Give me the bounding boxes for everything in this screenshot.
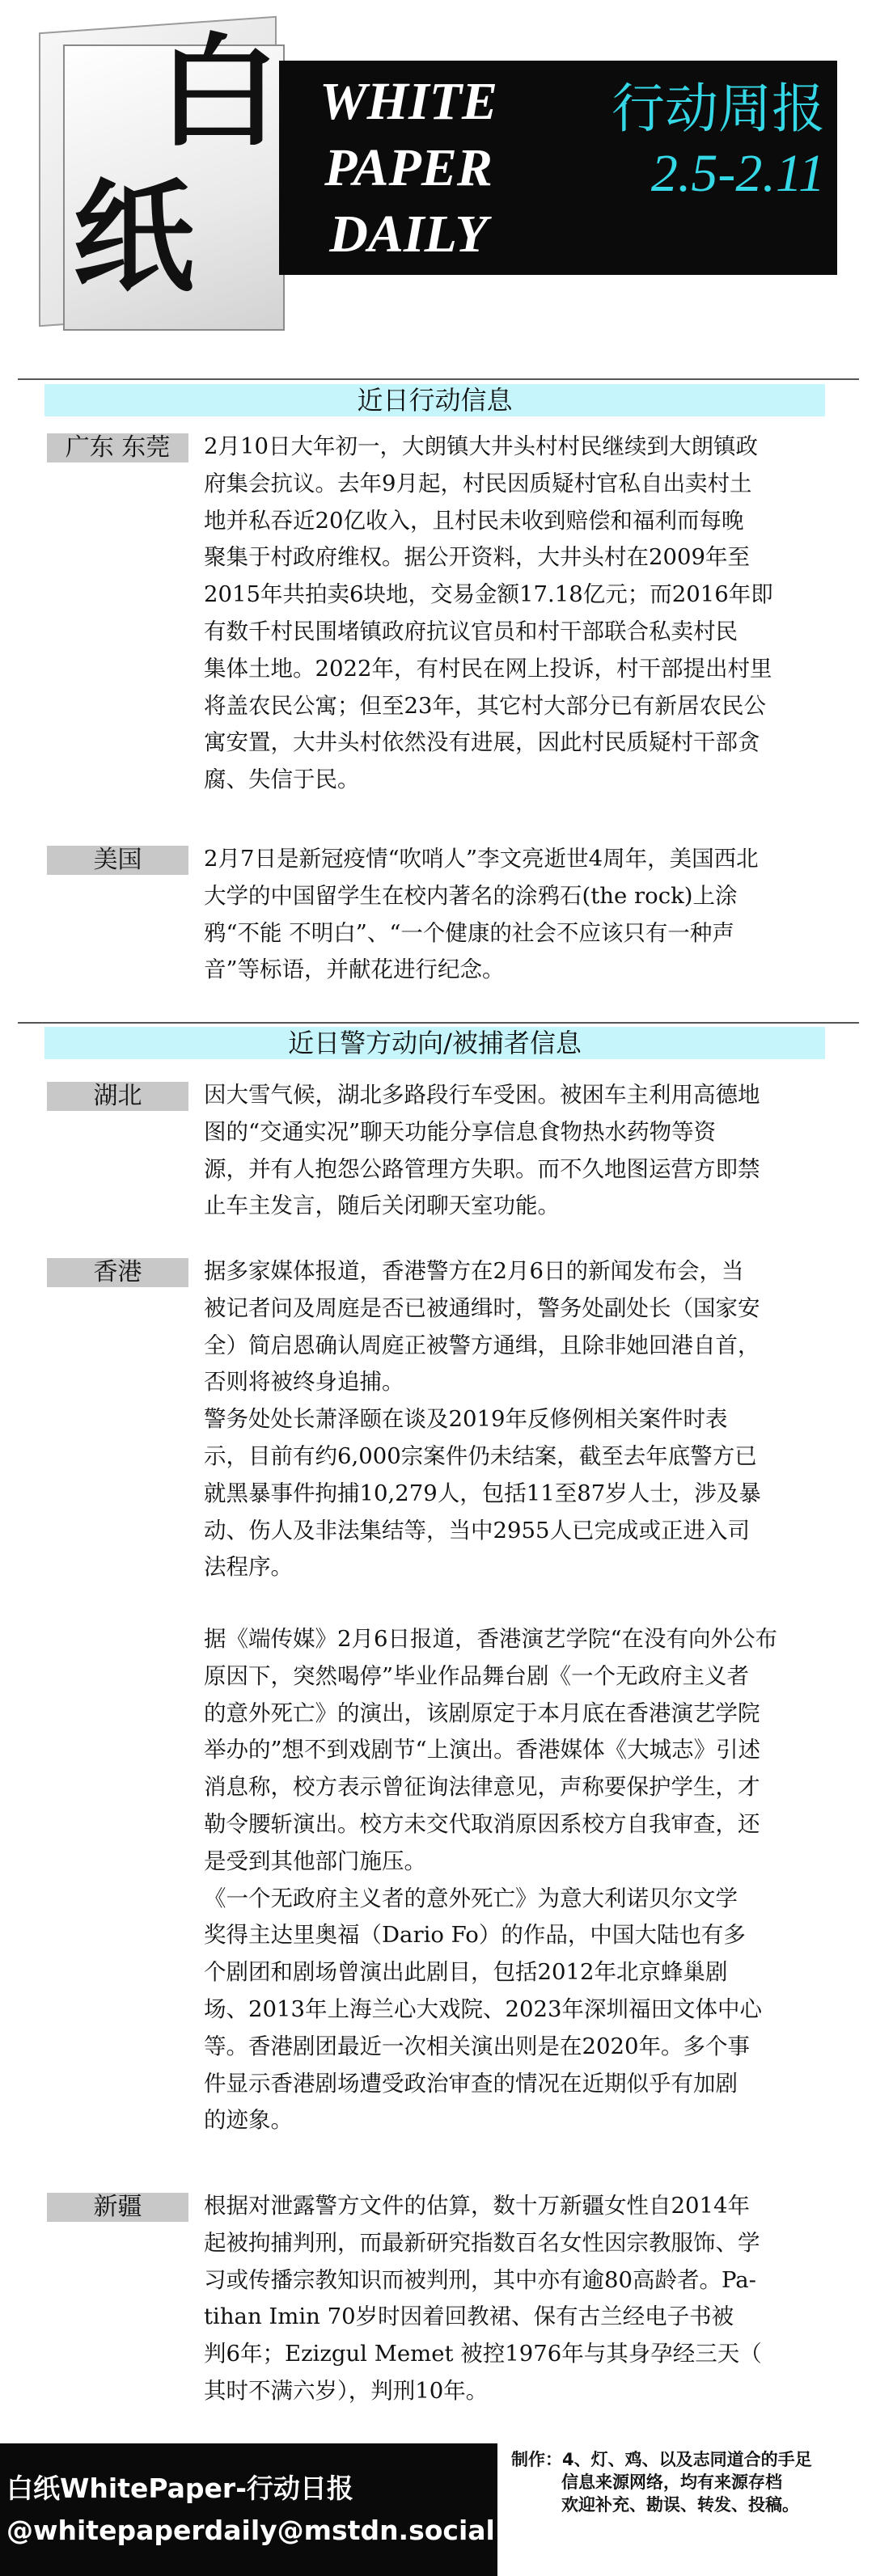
credits-line-1: 制作：4、灯、鸡、以及志同道合的手足: [511, 2450, 812, 2469]
text-line: 根据对泄露警方文件的估算，数十万新疆女性自2014年: [204, 2193, 750, 2219]
text-line: 起被拘捕判刑，而最新研究指数百名女性因宗教服饰、学: [204, 2229, 760, 2256]
text-line: 鸦“不能 不明白”、“一个健康的社会不应该只有一种声: [204, 919, 734, 946]
entry-text-guangdong: [204, 429, 827, 799]
text-line: 动、伤人及非法集结等，当中2955人已完成或正进入司: [204, 1517, 750, 1543]
title-english: [291, 69, 526, 268]
masthead: [0, 0, 876, 364]
location-tag-hubei: 湖北: [47, 1082, 188, 1111]
text-line: 府集会抗议。去年9月起，村民因质疑村官私自出卖村土: [204, 470, 752, 496]
text-line: 就黑暴事件拘捕10,279人，包括11至87岁人士，涉及暴: [204, 1480, 761, 1506]
text-line: 有数千村民围堵镇政府抗议官员和村干部联合私卖村民: [204, 618, 738, 644]
text-line: 其时不满六岁），判刑10年。: [204, 2377, 489, 2404]
entry-text-hongkong-1: [204, 1253, 827, 1586]
text-line: 被记者问及周庭是否已被通缉时，警务处副处长（国家安: [204, 1294, 760, 1321]
footer-credits: [511, 2448, 867, 2516]
credits-line-2: 信息来源网络，均有来源存档: [561, 2473, 782, 2492]
text-line: 腐、失信于民。: [204, 766, 360, 793]
text-line: 习或传播宗教知识而被判刑，其中亦有逾80高龄者。Pa-: [204, 2266, 756, 2293]
text-line: 全）简启恩确认周庭正被警方通缉，且除非她回港自首，: [204, 1332, 760, 1358]
text-line: 否则将被终身追捕。: [204, 1369, 404, 1396]
footer-brand-block: [0, 2443, 497, 2576]
title-chinese: 行动周报: [612, 78, 825, 140]
text-line: 2015年共拍卖6块地，交易金额17.18亿元；而2016年即: [204, 581, 773, 608]
text-line: 寓安置，大井头村依然没有进展，因此村民质疑村干部贪: [204, 729, 760, 756]
text-line: 聚集于村政府维权。据公开资料，大井头村在2009年至: [204, 544, 750, 571]
section-heading-police: 近日警方动向/被捕者信息: [44, 1027, 825, 1059]
section-divider: [18, 1022, 859, 1024]
logo-char-bai: 白: [158, 23, 280, 163]
text-line: 奖得主达里奥福（Dario Fo）的作品，中国大陆也有多: [204, 1922, 746, 1949]
text-line: 图的“交通实况”聊天功能分享信息食物热水药物等资: [204, 1118, 717, 1145]
location-tag-usa: 美国: [47, 846, 188, 875]
section-heading-actions: 近日行动信息: [44, 384, 825, 416]
text-line: 地并私吞近20亿收入，且村民未收到赔偿和福利而每晚: [204, 507, 744, 534]
text-line: 判6年；Ezizgul Memet 被控1976年与其身孕经三天（: [204, 2341, 762, 2367]
text-line: 示，目前有约6,000宗案件仍未结案，截至去年底警方已: [204, 1442, 757, 1469]
text-line: 等。香港剧团最近一次相关演出则是在2020年。多个事: [204, 2033, 750, 2059]
text-line: 音”等标语，并献花进行纪念。: [204, 956, 505, 983]
logo-char-zhi: 纸: [73, 168, 195, 309]
text-line: tihan Imin 70岁时因着回教裙、保有古兰经电子书被: [204, 2304, 734, 2330]
entry-text-usa: [204, 841, 827, 989]
entry-text-hubei: [204, 1077, 827, 1225]
text-line: 是受到其他部门施压。: [204, 1848, 426, 1874]
title-en-line-2: PAPER: [324, 138, 493, 197]
text-line: 2月10日大年初一，大朗镇大井头村村民继续到大朗镇政: [204, 433, 758, 459]
text-line: 举办的”想不到戏剧节“上演出。香港媒体《大城志》引述: [204, 1737, 761, 1763]
text-line: 件显示香港剧场遭受政治审查的情况在近期似乎有加剧: [204, 2070, 738, 2097]
title-en-line-3: DAILY: [329, 205, 488, 264]
entry-text-xinjiang: [204, 2188, 827, 2410]
footer-brand-line: 白纸WhitePaper-行动日报: [6, 2473, 353, 2504]
text-line: 个剧团和剧场曾演出此剧目，包括2012年北京蜂巢剧: [204, 1959, 728, 1986]
section-divider: [18, 378, 859, 380]
text-line: 集体土地。2022年，有村民在网上投诉，村干部提出村里: [204, 655, 772, 682]
text-line: 的意外死亡》的演出，该剧原定于本月底在香港演艺学院: [204, 1700, 760, 1726]
text-line: 场、2013年上海兰心大戏院、2023年深圳福田文体中心: [204, 1995, 762, 2022]
text-line: 据多家媒体报道，香港警方在2月6日的新闻发布会，当: [204, 1258, 744, 1284]
text-line: 将盖农民公寓；但至23年，其它村大部分已有新居农民公: [204, 692, 766, 719]
footer-mastodon-handle[interactable]: @whitepaperdaily@mstdn.social: [6, 2515, 495, 2546]
date-range: 2.5-2.11: [650, 144, 825, 203]
entry-text-hongkong-2: [204, 1621, 827, 2139]
text-line: 《一个无政府主义者的意外死亡》为意大利诺贝尔文学: [204, 1885, 738, 1911]
location-tag-xinjiang: 新疆: [47, 2193, 188, 2222]
text-line: 止车主发言，随后关闭聊天室功能。: [204, 1193, 560, 1219]
text-line: 法程序。: [204, 1554, 293, 1581]
text-line: 警务处处长萧泽颐在谈及2019年反修例相关案件时表: [204, 1406, 728, 1433]
text-line: 大学的中国留学生在校内著名的涂鸦石(the rock)上涂: [204, 882, 738, 909]
location-tag-hongkong: 香港: [47, 1258, 188, 1287]
text-line: 因大雪气候，湖北多路段行车受困。被困车主利用高德地: [204, 1082, 760, 1108]
text-line: 源，并有人抱怨公路管理方失职。而不久地图运营方即禁: [204, 1155, 760, 1182]
text-line: 勒令腰斩演出。校方未交代取消原因系校方自我审查，还: [204, 1810, 760, 1837]
text-line: 消息称，校方表示曾征询法律意见，声称要保护学生，才: [204, 1774, 760, 1801]
credits-line-3: 欢迎补充、勘误、转发、投稿。: [561, 2495, 799, 2515]
location-tag-guangdong: 广东 东莞: [47, 433, 188, 462]
text-line: 据《端传媒》2月6日报道，香港演艺学院“在没有向外公布: [204, 1626, 778, 1652]
text-line: 原因下，突然喝停”毕业作品舞台剧《一个无政府主义者: [204, 1662, 750, 1689]
text-line: 的迹象。: [204, 2107, 293, 2134]
text-line: 2月7日是新冠疫情“吹哨人”李文亮逝世4周年，美国西北: [204, 846, 759, 872]
title-en-line-1: WHITE: [319, 72, 498, 131]
